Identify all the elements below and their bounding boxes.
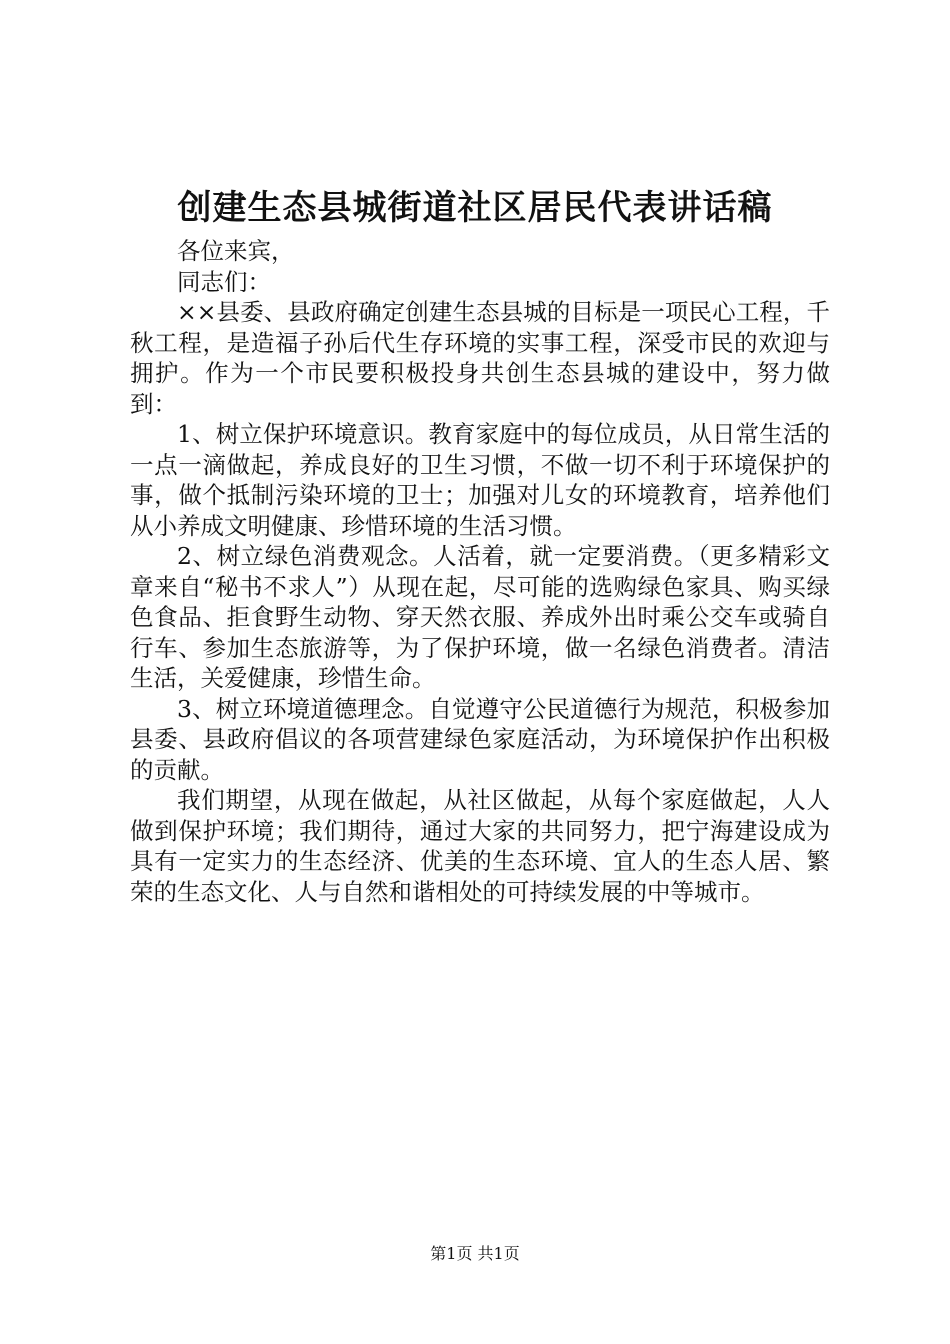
paragraph-closing: 我们期望，从现在做起，从社区做起，从每个家庭做起，人人做到保护环境；我们期待，通过大家的共同努力，把宁海建设成为具有一定实力的生态经济、优美的生态环境、宜人的生态人居、繁荣的生态文化、人与自然和谐相处的可持续发展的中等城市。 (130, 786, 830, 906)
salutation-comrades: 同志们： (177, 267, 271, 296)
paragraph-point-1: 1、树立保护环境意识。教育家庭中的每位成员，从日常生活的一点一滴做起，养成良好的卫生习惯，不做一切不利于环境保护的事，做个抵制污染环境的卫士；加强对儿女的环境教育，培养他们从小养成文明健康、珍惜环境的生活习惯。 (130, 420, 830, 540)
salutation-guests: 各位来宾， (177, 237, 295, 265)
paragraph-point-2: 2、树立绿色消费观念。人活着，就一定要消费。（更多精彩文章来自“秘书不求人”）从现在起，尽可能的选购绿色家具、购买绿色食品、拒食野生动物、穿天然衣服、养成外出时乘公交车或骑自行车、参加生态旅游等，为了保护环境，做一名绿色消费者。清洁生活，关爱健康，珍惜生命。 (130, 542, 830, 692)
document-title: 创建生态县城街道社区居民代表讲话稿 (177, 188, 773, 228)
page-footer: 第1页 共1页 (430, 1244, 520, 1263)
paragraph-intro: ××县委、县政府确定创建生态县城的目标是一项民心工程，千秋工程，是造福子孙后代生存环境的实事工程，深受市民的欢迎与拥护。作为一个市民要积极投身共创生态县城的建设中，努力做到： (130, 298, 830, 418)
document-body (130, 236, 830, 907)
paragraph-point-3: 3、树立环境道德理念。自觉遵守公民道德行为规范，积极参加县委、县政府倡议的各项营建绿色家庭活动，为环境保护作出积极的贡献。 (130, 694, 830, 784)
